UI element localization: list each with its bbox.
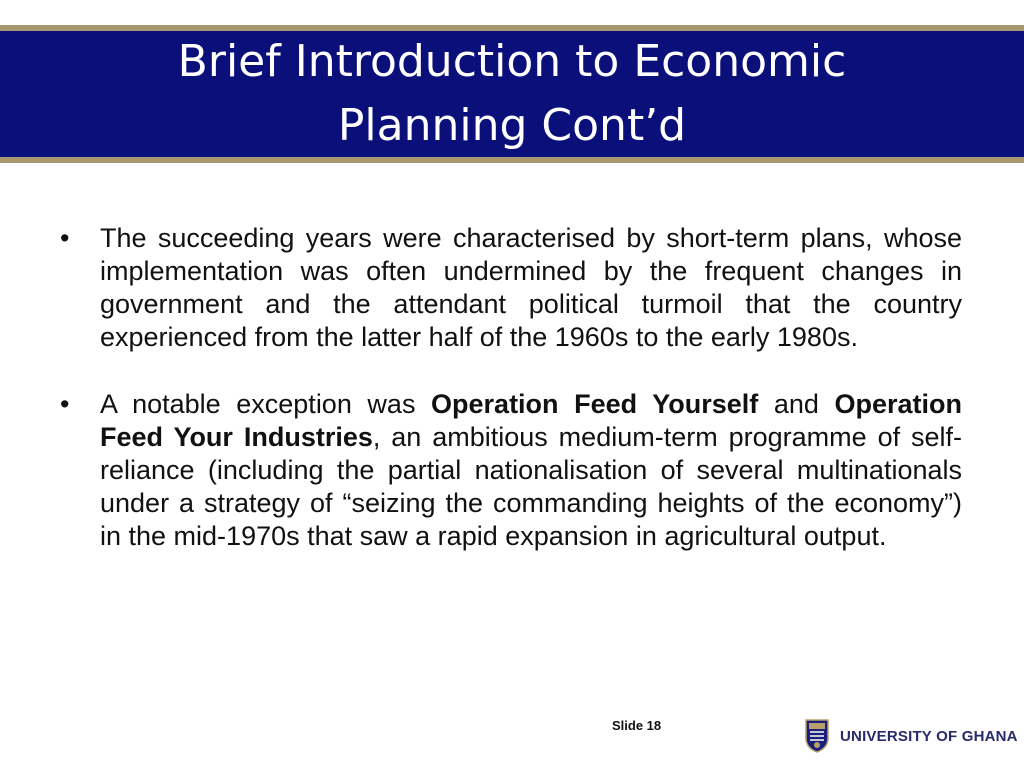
bullet-item-2 (60, 388, 962, 553)
slide-title-line-2: Planning Cont’d (337, 100, 687, 151)
bullet-text-1: The succeeding years were characterised by short-term plans, whose implementation was often undermined by the frequent changes in government and the attendant political turmoil that the country experienced from the latter half of the 1960s to the early 1980s. (100, 223, 962, 352)
bullet-text-2-part-1: A notable exception was (100, 389, 432, 419)
slide-title-line-1: Brief Introduction to Economic (177, 36, 847, 87)
slide-number: Slide 18 (612, 718, 662, 733)
title-band (0, 25, 1024, 163)
slide-title (132, 30, 892, 158)
slide-content (60, 222, 962, 587)
bullet-marker: • (60, 389, 70, 419)
university-crest-icon (804, 718, 830, 754)
university-name: UNIVERSITY OF GHANA (840, 727, 1018, 745)
bullet-marker: • (60, 223, 70, 253)
university-logo (804, 716, 1018, 756)
bullet-item-1 (60, 222, 962, 354)
bullet-text-2-part-3: , an ambitious medium-term programme of self-reliance (including the partial nationalisation of several multinationals under a strategy of “seizing the commanding heights of the economy”) in the mid-1970s that saw a rapid expansion in agricultural output. (100, 422, 962, 551)
bold-term-operation-feed-yourself: Operation Feed Yourself (431, 389, 759, 419)
bullet-text-2-part-2: and (758, 389, 835, 419)
bold-term-operation-feed-your-industries: Operation Feed Your Industries (100, 389, 962, 452)
